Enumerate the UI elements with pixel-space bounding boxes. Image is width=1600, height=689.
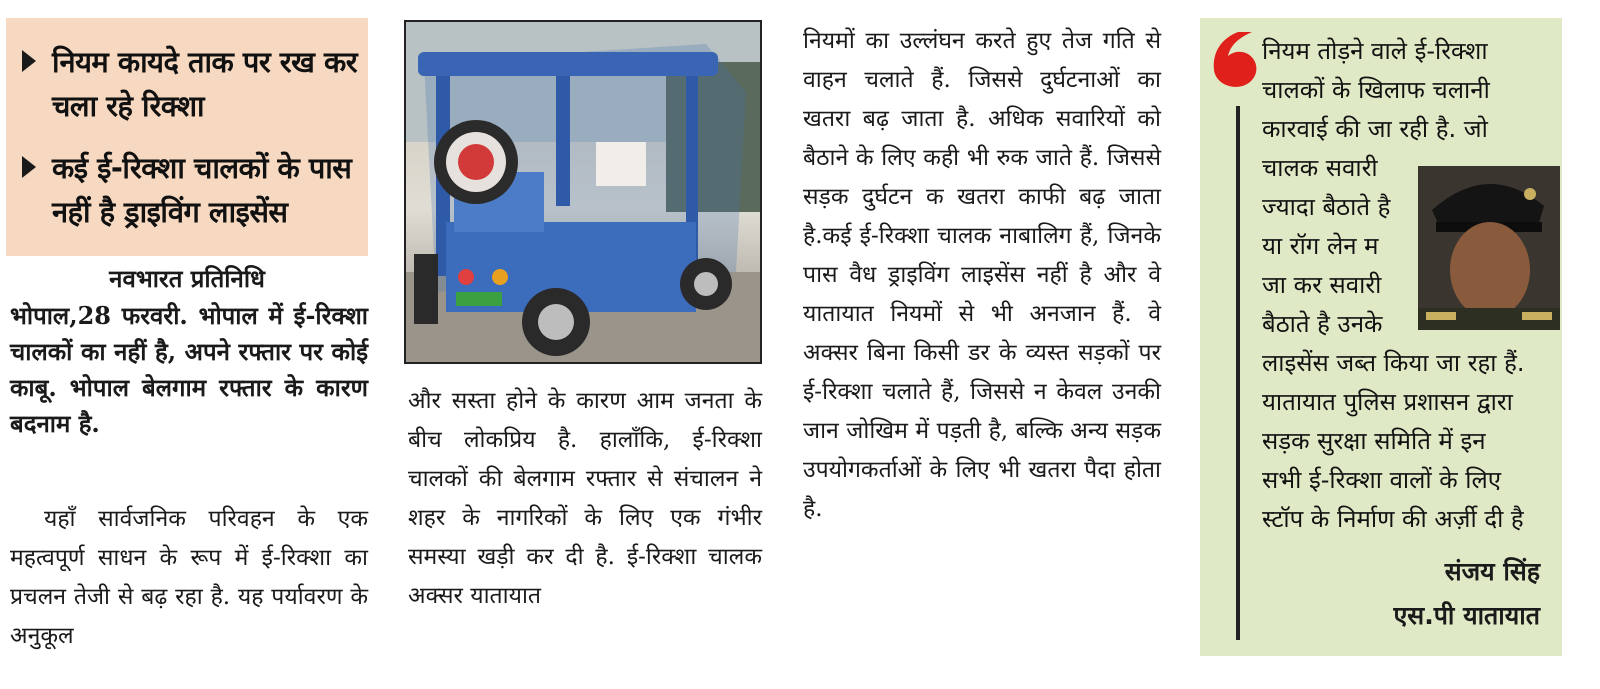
body-paragraph-2: और सस्ता होने के कारण आम जनता के बीच लोकप्रिय है. हालाँकि, ई-रिक्शा चालकों की बेलगाम रफ्तार से संचालन ने शहर के नागरिकों के लिए एक गंभीर समस्या खड़ी कर दी है. ई-रिक्शा चालक अक्सर यातायात	[408, 388, 762, 609]
official-portrait-photo	[1418, 166, 1560, 330]
quote-mark-icon	[1208, 22, 1264, 100]
quote-line: जा कर सवारी	[1262, 271, 1382, 299]
quote-line: नियम तोड़ने वाले ई-रिक्शा	[1262, 37, 1488, 65]
byline: नवभारत प्रतिनिधि	[109, 265, 265, 293]
official-designation: एस.पी यातायात	[1393, 601, 1540, 630]
quote-line: सड़क सुरक्षा समिति में इन	[1262, 427, 1486, 455]
official-name: संजय सिंह	[1444, 557, 1540, 586]
highlights-box	[6, 18, 368, 256]
highlight-item	[22, 146, 360, 234]
body-paragraph-1: यहाँ सार्वजनिक परिवहन के एक महत्वपूर्ण साधन के रूप में ई-रिक्शा का प्रचलन तेजी से बढ़ रहा है. यह पर्यावरण के अनुकूल	[10, 506, 368, 649]
e-rickshaw-photo	[404, 20, 762, 364]
highlight-item	[22, 40, 360, 128]
quote-line: स्टॉप के निर्माण की अर्ज़ी दी है	[1262, 505, 1524, 533]
quote-line: या रॉग लेन म	[1262, 232, 1379, 260]
quote-line: चालकों के खिलाफ चलानी	[1262, 76, 1490, 104]
quote-line: चालक सवारी	[1262, 154, 1378, 182]
highlight-text: नियम कायदे ताक पर रख कर चला रहे रिक्शा	[52, 45, 358, 123]
quote-line: ज्यादा बैठाते है	[1262, 193, 1391, 221]
highlight-text: कई ई-रिक्शा चालकों के पास नहीं है ड्राइविंग लाइसेंस	[52, 151, 352, 229]
body-paragraph-3: नियमों का उल्लंघन करते हुए तेज गति से वाहन चलाते हैं. जिससे दुर्घटनाओं का खतरा बढ़ जाता है. अधिक सवारियों को बैठाने के लिए कही भी रुक जाते हैं. जिससे सड़क दुर्घटन क खतरा काफी बढ़ जाता है.कई ई-रिक्शा चालक नाबालिग हैं, जिनके पास वैध ड्राइविंग लाइसेंस नहीं है और वे यातायात नियमों से भी अनजान हैं. वे अक्सर बिना किसी डर के व्यस्त सड़कों पर ई-रिक्शा चलाते हैं, जिससे न केवल उनकी जान जोखिम में पड़ती है, बल्कि अन्य सड़क उपयोगकर्ताओं के लिए भी खतरा पैदा होता है.	[803, 28, 1161, 522]
quote-line: बैठाते है उनके	[1262, 310, 1383, 338]
triangle-bullet-icon	[22, 50, 36, 72]
triangle-bullet-icon	[22, 156, 36, 178]
quote-line: लाइसेंस जब्त किया जा रहा हैं.	[1262, 349, 1525, 377]
lead-paragraph: भोपाल,28 फरवरी. भोपाल में ई-रिक्शा चालकों का नहीं है, अपने रफ्तार पर कोई काबू. भोपाल बेलगाम रफ्तार के कारण बदनाम है.	[10, 301, 368, 438]
quote-line: सभी ई-रिक्शा वालों के लिए	[1262, 466, 1502, 494]
quote-line: कारवाई की जा रही है. जो	[1262, 115, 1488, 143]
official-quote-box	[1200, 18, 1562, 656]
quote-line: यातायात पुलिस प्रशासन द्वारा	[1262, 388, 1513, 416]
quote-rule	[1236, 106, 1240, 640]
